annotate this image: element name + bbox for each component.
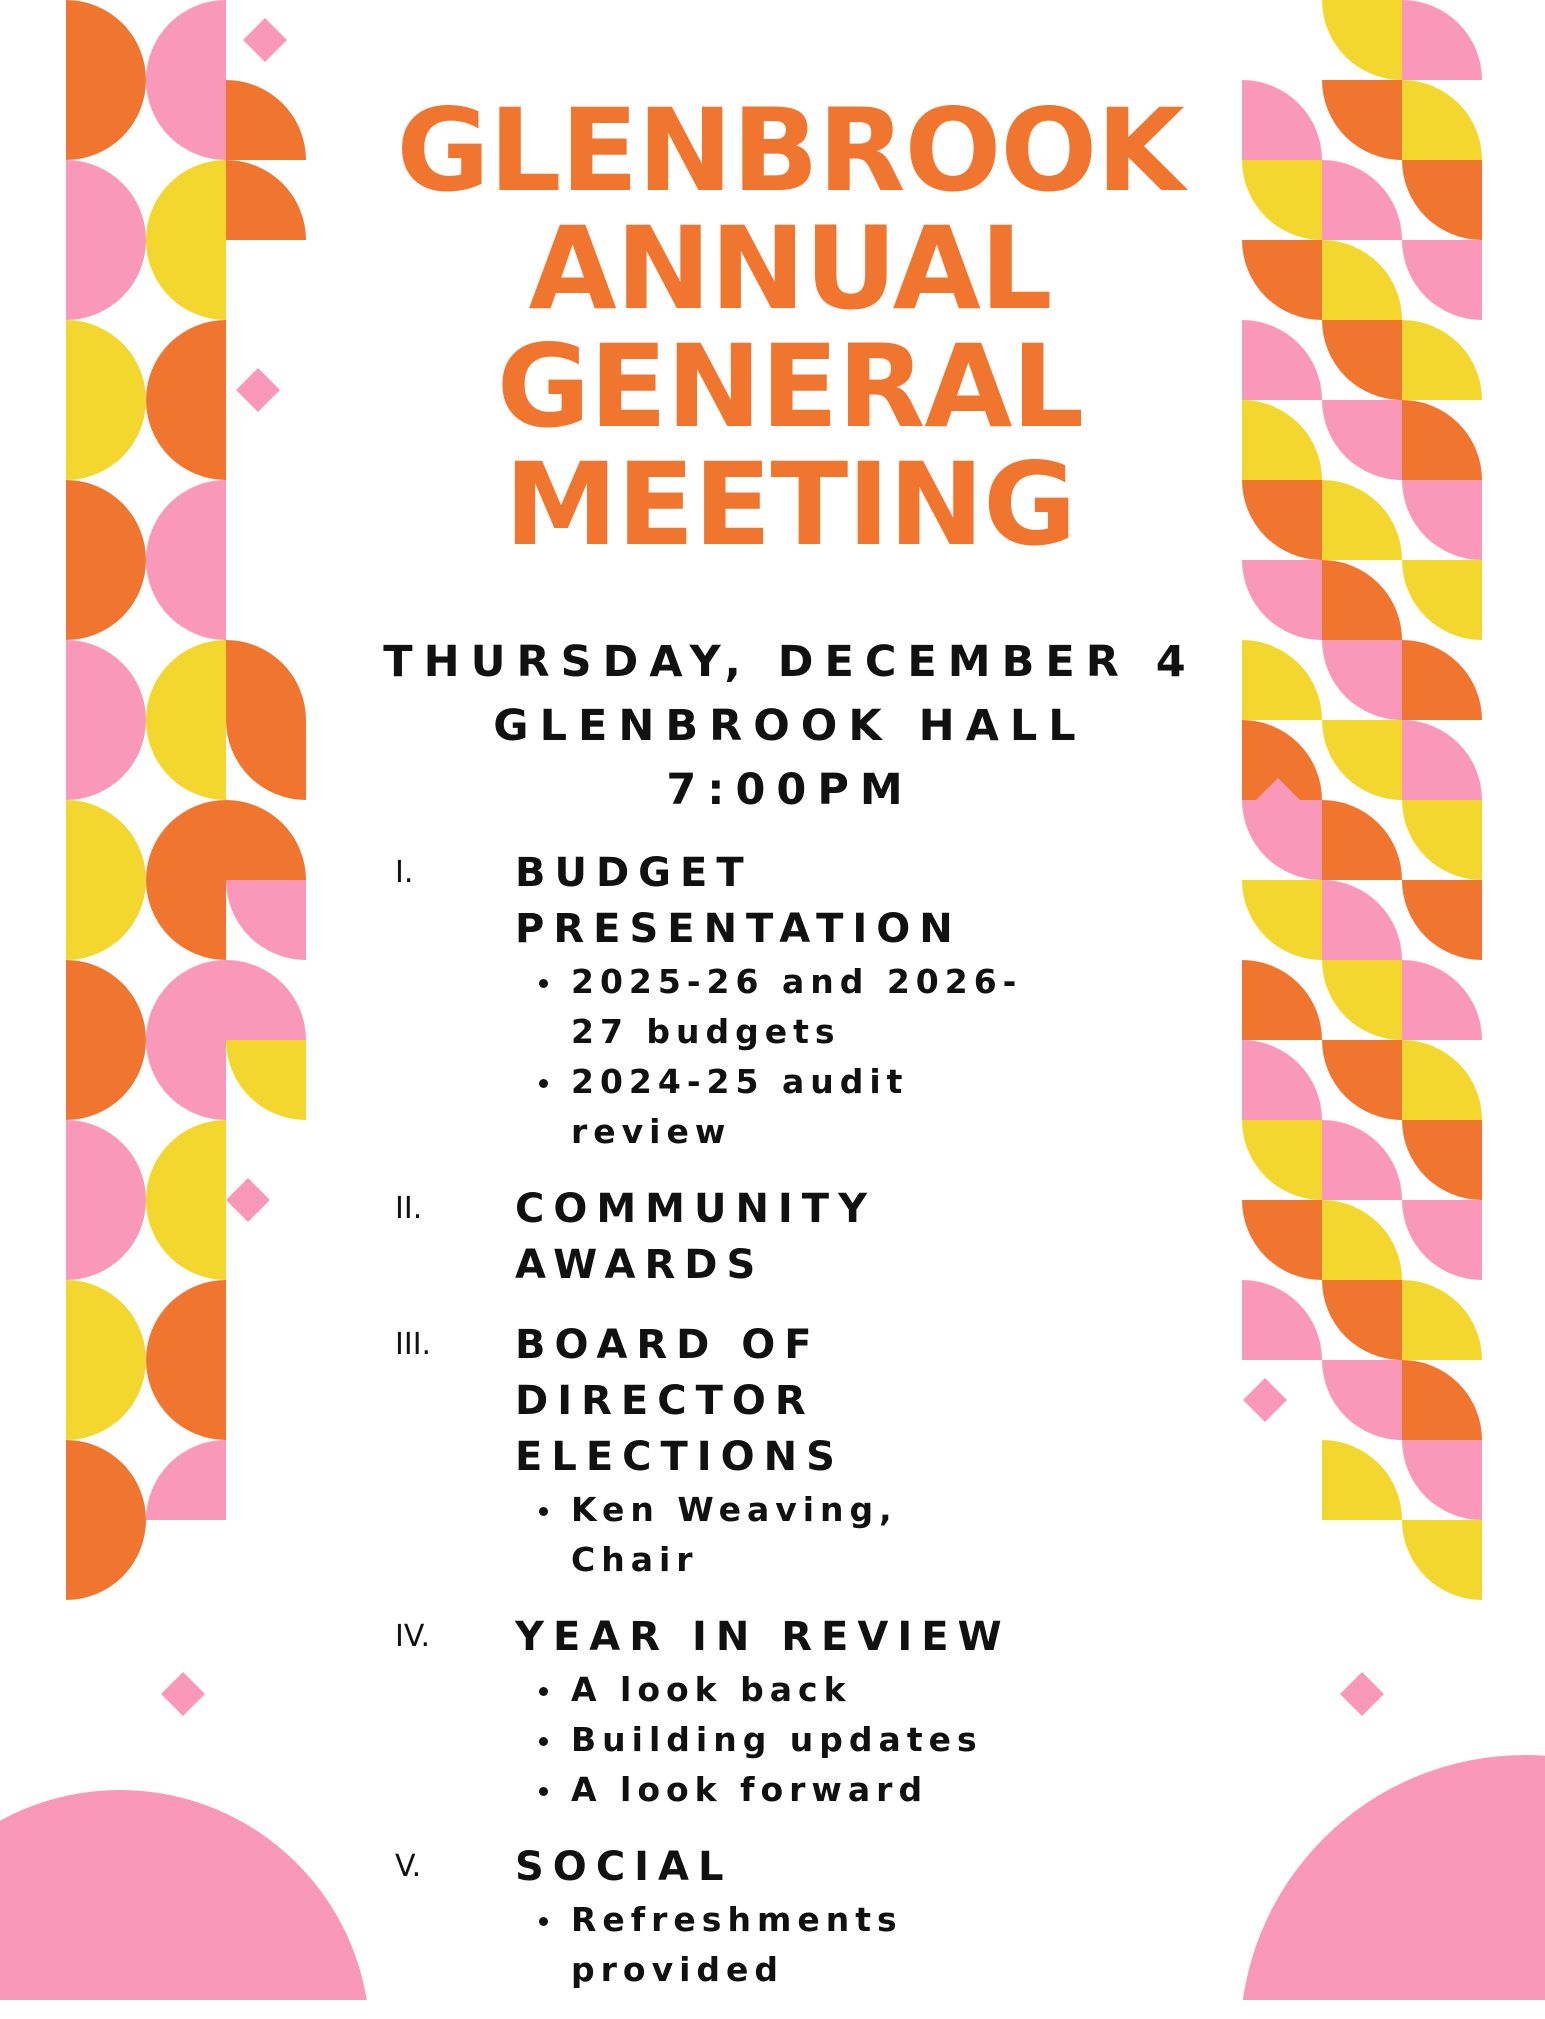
list-item: 2025-26 and 2026-27 budgets [535, 957, 1061, 1057]
page-title [300, 84, 1280, 571]
agenda-item-title: COMMUNITY AWARDS [515, 1186, 877, 1288]
sub-item-list [515, 1665, 1175, 1815]
agenda-item-title: BOARD OF DIRECTOR ELECTIONS [515, 1322, 844, 1480]
agenda-item-year-review [395, 1609, 1175, 1815]
title-line: GLENBROOK [396, 84, 1184, 217]
sub-item-list [515, 957, 1175, 1157]
agenda-numeral: III. [395, 1327, 432, 1362]
list-item: A look forward [535, 1765, 1175, 1815]
agenda-numeral: V. [395, 1849, 422, 1884]
agenda-item-social [395, 1839, 1175, 1995]
sub-item-list [515, 1895, 1175, 1995]
agenda-item-title: SOCIAL [515, 1844, 733, 1890]
title-line: ANNUAL [528, 202, 1052, 335]
list-item: 2024-25 audit review [535, 1057, 1001, 1157]
event-details [300, 630, 1280, 822]
list-item: A look back [535, 1665, 1175, 1715]
list-item: Refreshments provided [535, 1895, 991, 1995]
agenda-item-title: BUDGET PRESENTATION [515, 850, 962, 952]
sub-item-list [515, 1485, 1175, 1585]
agenda-numeral: IV. [395, 1619, 431, 1654]
list-item: Ken Weaving, Chair [535, 1485, 991, 1585]
list-item: Building updates [535, 1715, 1175, 1765]
title-line: MEETING [504, 438, 1076, 571]
agenda-numeral: I. [395, 855, 414, 890]
title-line: GENERAL [496, 320, 1084, 453]
agenda-item-elections [395, 1317, 1175, 1585]
event-location: GLENBROOK HALL [493, 701, 1087, 751]
agenda-item-budget [395, 845, 1175, 1157]
agenda-item-title: YEAR IN REVIEW [515, 1614, 1011, 1660]
event-date: THURSDAY, DECEMBER 4 [383, 637, 1197, 687]
agenda-list [395, 845, 1175, 2019]
event-time: 7:00PM [666, 765, 914, 815]
agenda-numeral: II. [395, 1191, 423, 1226]
agenda-item-awards [395, 1181, 1175, 1293]
